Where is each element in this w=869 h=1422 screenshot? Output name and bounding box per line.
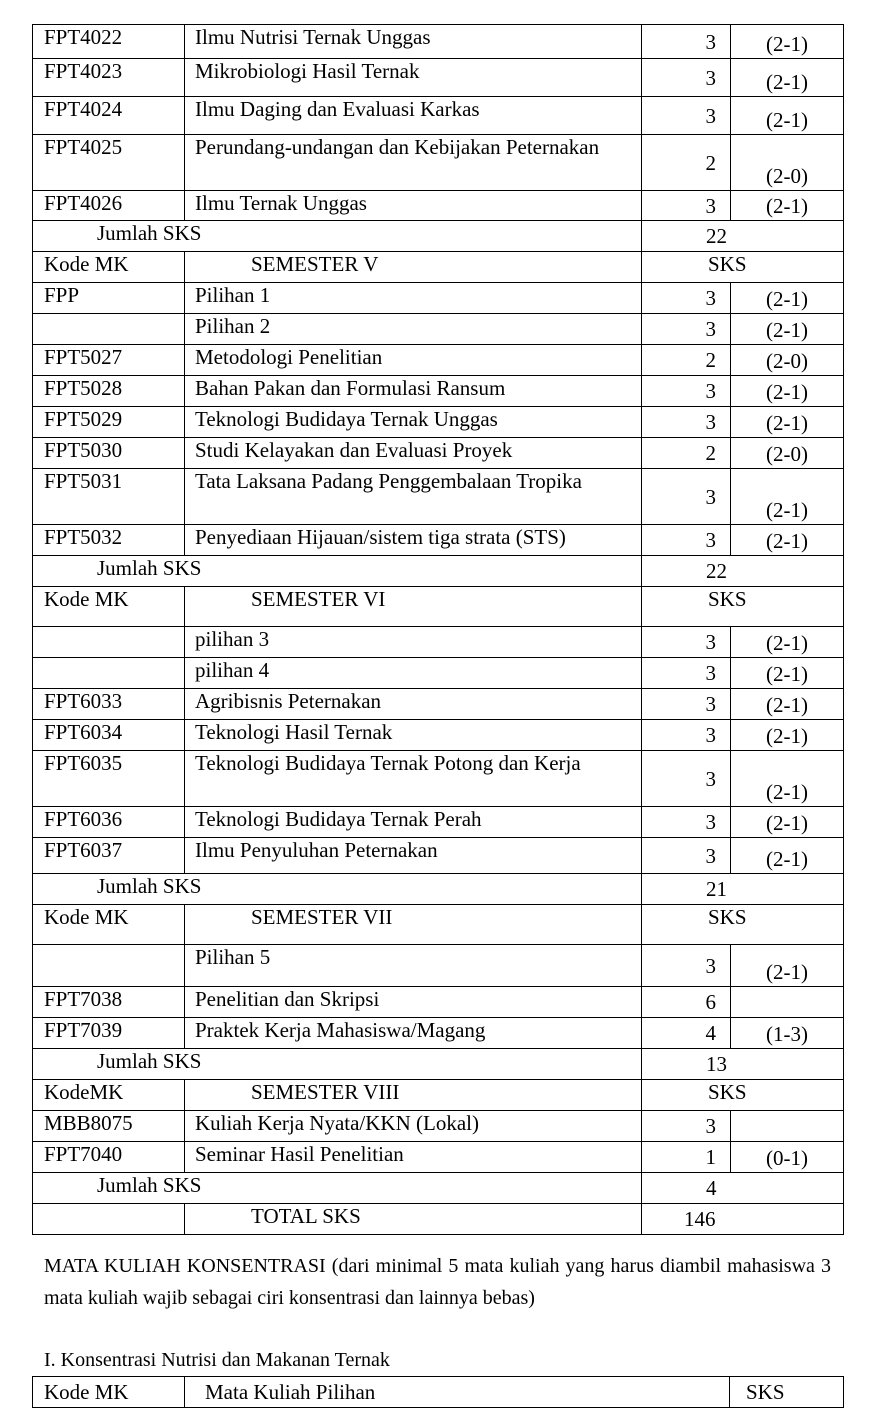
course-row [33,97,844,135]
semester-header-row [33,252,844,283]
course-code: FPT4025 [33,135,185,191]
course-name: Bahan Pakan dan Formulasi Ransum [185,376,642,407]
semester-total-value: 4 [642,1173,844,1204]
course-name: Ilmu Nutrisi Ternak Unggas [185,25,642,59]
course-row [33,191,844,221]
course-row [33,314,844,345]
course-credit-split [731,987,844,1018]
course-sks: 4 [642,1018,731,1049]
concentration-header-code: Kode MK [33,1377,185,1408]
semester-header-code: Kode MK [33,905,185,945]
semester-header-row [33,905,844,945]
course-sks: 3 [642,469,731,525]
course-code: FPT5029 [33,407,185,438]
course-sks: 3 [642,945,731,987]
semester-total-value: 13 [642,1049,844,1080]
course-credit-split: (2-0) [731,345,844,376]
course-row [33,407,844,438]
semester-total-value: 21 [642,874,844,905]
course-code [33,945,185,987]
course-code: FPT4022 [33,25,185,59]
course-row [33,376,844,407]
course-sks: 3 [642,314,731,345]
course-credit-split: (2-1) [731,627,844,658]
course-name: Kuliah Kerja Nyata/KKN (Lokal) [185,1111,642,1142]
course-sks: 3 [642,838,731,874]
course-credit-split [731,1111,844,1142]
course-row [33,438,844,469]
course-credit-split: (1-3) [731,1018,844,1049]
course-code: FPT7040 [33,1142,185,1173]
course-credit-split: (2-1) [731,525,844,556]
course-code [33,627,185,658]
course-sks: 2 [642,438,731,469]
concentration-header-sks: SKS [730,1377,844,1408]
course-credit-split: (2-1) [731,407,844,438]
course-name: Metodologi Penelitian [185,345,642,376]
course-name: Pilihan 1 [185,283,642,314]
course-row [33,25,844,59]
course-code: FPT6034 [33,720,185,751]
course-name: Penyediaan Hijauan/sistem tiga strata (STS) [185,525,642,556]
semester-header-code: KodeMK [33,1080,185,1111]
semester-header-sks: SKS [642,905,844,945]
course-code [33,658,185,689]
semester-header-code: Kode MK [33,252,185,283]
course-credit-split: (2-1) [731,376,844,407]
semester-total-label: Jumlah SKS [33,556,642,587]
course-row [33,945,844,987]
course-code: FPT4026 [33,191,185,221]
course-code: FPT7039 [33,1018,185,1049]
course-row [33,658,844,689]
course-credit-split: (2-0) [731,438,844,469]
course-credit-split: (2-1) [731,658,844,689]
course-sks: 3 [642,751,731,807]
semester-header-row [33,587,844,627]
course-sks: 3 [642,283,731,314]
course-row [33,838,844,874]
semester-total-label: Jumlah SKS [33,874,642,905]
course-row [33,345,844,376]
course-row [33,283,844,314]
semester-total-label: Jumlah SKS [33,1173,642,1204]
course-credit-split: (2-1) [731,807,844,838]
course-credit-split: (2-1) [731,25,844,59]
course-row [33,135,844,191]
semester-header-code: Kode MK [33,587,185,627]
course-name: Teknologi Budidaya Ternak Unggas [185,407,642,438]
semester-total-row [33,874,844,905]
semester-total-label: Jumlah SKS [33,221,642,252]
course-name: Ilmu Penyuluhan Peternakan [185,838,642,874]
course-credit-split: (2-1) [731,945,844,987]
course-name: pilihan 4 [185,658,642,689]
course-credit-split: (2-1) [731,283,844,314]
course-row [33,1142,844,1173]
course-sks: 2 [642,345,731,376]
grand-total-row [33,1204,844,1235]
course-sks: 3 [642,627,731,658]
course-row [33,525,844,556]
semester-total-row [33,1173,844,1204]
course-name: pilihan 3 [185,627,642,658]
course-name: Tata Laksana Padang Penggembalaan Tropika [185,469,642,525]
course-credit-split: (2-1) [731,689,844,720]
course-row [33,807,844,838]
semester-header-sks: SKS [642,252,844,283]
course-credit-split: (2-1) [731,191,844,221]
course-name: Pilihan 2 [185,314,642,345]
semester-header-sks: SKS [642,1080,844,1111]
course-code [33,314,185,345]
course-sks: 3 [642,407,731,438]
course-sks: 3 [642,59,731,97]
course-code: FPT7038 [33,987,185,1018]
curriculum-table [32,24,844,1235]
course-name: Studi Kelayakan dan Evaluasi Proyek [185,438,642,469]
course-code: FPT6036 [33,807,185,838]
semester-total-row [33,556,844,587]
semester-header-sks: SKS [642,587,844,627]
course-row [33,1111,844,1142]
course-code: FPT5027 [33,345,185,376]
semester-total-row [33,1049,844,1080]
concentration-header-row [33,1377,844,1408]
course-name: Perundang-undangan dan Kebijakan Peternakan [185,135,642,191]
course-name: Mikrobiologi Hasil Ternak [185,59,642,97]
course-sks: 3 [642,720,731,751]
concentration-title: I. Konsentrasi Nutrisi dan Makanan Ternak [44,1349,390,1371]
course-code: FPT4023 [33,59,185,97]
course-sks: 2 [642,135,731,191]
course-credit-split: (2-1) [731,59,844,97]
semester-total-value: 22 [642,556,844,587]
course-sks: 6 [642,987,731,1018]
course-credit-split: (2-1) [731,838,844,874]
course-code: FPT5031 [33,469,185,525]
course-row [33,1018,844,1049]
semester-header-title: SEMESTER VI [185,587,642,627]
course-code: FPT5030 [33,438,185,469]
course-row [33,689,844,720]
concentration-notes: MATA KULIAH KONSENTRASI (dari minimal 5 mata kuliah yang harus diambil mahasiswa 3 mata kuliah wajib sebagai ciri konsentrasi dan lainnya bebas) [44,1255,831,1309]
curriculum-body [33,25,844,1235]
course-code: FPT4024 [33,97,185,135]
course-row [33,469,844,525]
grand-total-empty-cell [33,1204,185,1235]
course-credit-split: (2-1) [731,97,844,135]
course-credit-split: (2-1) [731,314,844,345]
course-code: FPT5032 [33,525,185,556]
semester-header-title: SEMESTER VII [185,905,642,945]
course-sks: 3 [642,689,731,720]
course-credit-split: (0-1) [731,1142,844,1173]
course-sks: 3 [642,97,731,135]
course-sks: 3 [642,376,731,407]
course-row [33,627,844,658]
course-name: Praktek Kerja Mahasiswa/Magang [185,1018,642,1049]
course-code: FPT6035 [33,751,185,807]
semester-total-label: Jumlah SKS [33,1049,642,1080]
concentration-table [32,1376,844,1408]
course-credit-split: (2-1) [731,469,844,525]
course-sks: 1 [642,1142,731,1173]
semester-header-title: SEMESTER VIII [185,1080,642,1111]
course-sks: 3 [642,658,731,689]
course-credit-split: (2-1) [731,720,844,751]
course-name: Teknologi Budidaya Ternak Perah [185,807,642,838]
course-name: Ilmu Ternak Unggas [185,191,642,221]
course-name: Penelitian dan Skripsi [185,987,642,1018]
grand-total-label: TOTAL SKS [185,1204,642,1235]
course-code: FPT6033 [33,689,185,720]
semester-total-row [33,221,844,252]
course-name: Agribisnis Peternakan [185,689,642,720]
semester-header-title: SEMESTER V [185,252,642,283]
course-sks: 3 [642,807,731,838]
grand-total-value: 146 [642,1204,844,1235]
course-credit-split: (2-1) [731,751,844,807]
course-name: Pilihan 5 [185,945,642,987]
course-name: Seminar Hasil Penelitian [185,1142,642,1173]
semester-header-row [33,1080,844,1111]
course-code: FPT5028 [33,376,185,407]
course-code: MBB8075 [33,1111,185,1142]
course-row [33,720,844,751]
course-name: Ilmu Daging dan Evaluasi Karkas [185,97,642,135]
course-name: Teknologi Budidaya Ternak Potong dan Kerja [185,751,642,807]
course-row [33,987,844,1018]
semester-total-value: 22 [642,221,844,252]
course-credit-split: (2-0) [731,135,844,191]
concentration-header-name: Mata Kuliah Pilihan [185,1377,730,1408]
course-row [33,59,844,97]
course-sks: 3 [642,191,731,221]
course-sks: 3 [642,525,731,556]
course-name: Teknologi Hasil Ternak [185,720,642,751]
course-code: FPP [33,283,185,314]
course-row [33,751,844,807]
course-code: FPT6037 [33,838,185,874]
course-sks: 3 [642,1111,731,1142]
course-sks: 3 [642,25,731,59]
